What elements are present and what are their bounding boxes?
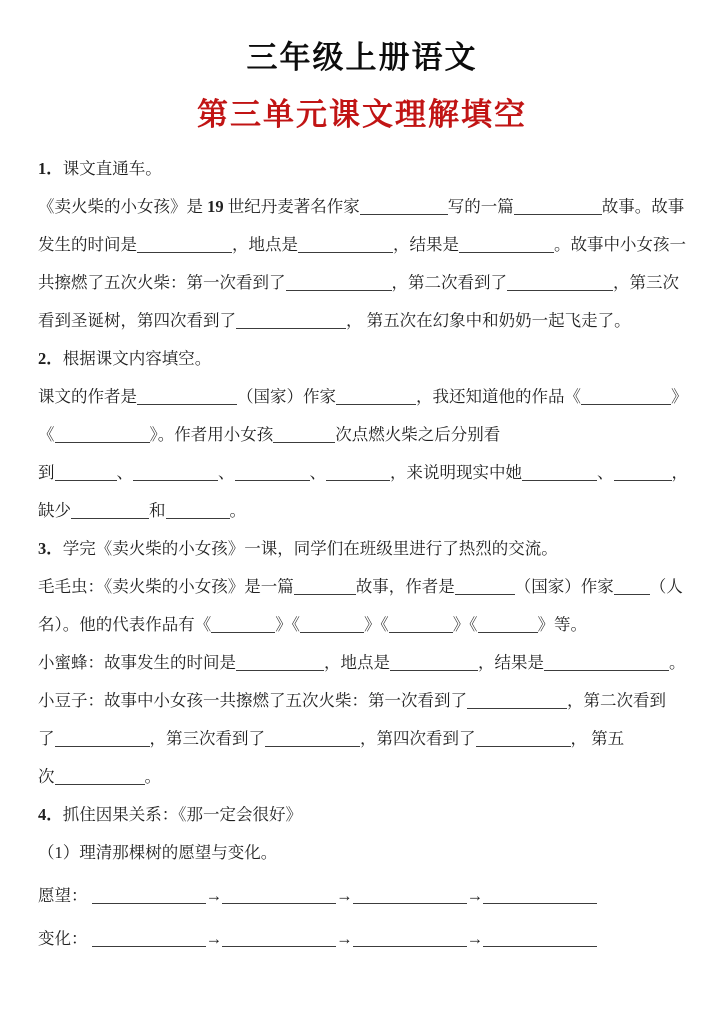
document-body (38, 150, 686, 958)
text-run: ，第二次看到了 (391, 273, 507, 292)
blank-field (92, 889, 206, 904)
blank-field (336, 390, 416, 405)
blank-field (137, 238, 232, 253)
text-run: 了 (38, 729, 55, 748)
text-run: 、 (116, 463, 133, 482)
text-run: 》。作者用小女孩 (149, 425, 274, 444)
blank-field (137, 390, 237, 405)
text-run: 、 (597, 463, 614, 482)
text-run: ，第三次 (613, 273, 679, 292)
question-4-heading (38, 796, 686, 834)
text-run: 《 (38, 425, 55, 444)
blank-field (222, 932, 336, 947)
text-run: ， 第五 (570, 729, 625, 748)
blank-field (222, 889, 336, 904)
text-run: ，地点是 (324, 653, 390, 672)
text-run: ，第二次看到 (567, 691, 666, 710)
text-run: 。 (669, 653, 686, 672)
text-run: 愿望： (38, 886, 92, 905)
question-2-text (38, 378, 686, 530)
text-run: 。 (144, 767, 161, 786)
blank-field (483, 932, 597, 947)
text-run: → (336, 929, 353, 948)
blank-field (483, 889, 597, 904)
text-run: 。 (229, 501, 246, 520)
wish-row (38, 877, 686, 915)
text-run: 课文的作者是 (38, 387, 137, 406)
blank-field (353, 889, 467, 904)
text-run: ，结果是 (478, 653, 544, 672)
blank-field (55, 770, 145, 785)
text-run: （人 (649, 577, 683, 596)
text-run: （1）理清那棵树的愿望与变化。 (38, 843, 278, 862)
text-run: 小蜜蜂：故事发生的时间是 (38, 653, 236, 672)
blank-field (273, 428, 335, 443)
text-run: 、 (309, 463, 326, 482)
text-run: 1． (38, 159, 63, 178)
text-run: ，结果是 (393, 235, 459, 254)
text-run: 世纪丹麦著名作家 (223, 197, 360, 216)
text-run: 4． (38, 805, 63, 824)
blank-field (326, 466, 390, 481)
blank-field (235, 466, 310, 481)
question-2-heading (38, 340, 686, 378)
text-run: ， (671, 463, 688, 482)
text-run: ，我还知道他的作品《 (416, 387, 581, 406)
text-run: ，第三次看到了 (149, 729, 265, 748)
text-run: → (205, 929, 223, 948)
text-run: 共擦燃了五次火柴：第一次看到了 (38, 273, 286, 292)
text-run: 19 (207, 197, 224, 216)
text-run: 名）。他的代表作品有《 (38, 615, 212, 634)
blank-field (55, 466, 117, 481)
blank-field (236, 314, 346, 329)
blank-field (55, 428, 150, 443)
text-run: 缺少 (38, 501, 71, 520)
blank-field (286, 276, 392, 291)
blank-field (514, 200, 602, 215)
blank-field (298, 238, 393, 253)
text-run: ，地点是 (232, 235, 298, 254)
blank-field (614, 580, 650, 595)
blank-field (300, 618, 364, 633)
text-run: 、 (218, 463, 235, 482)
text-run: 2． (38, 349, 63, 368)
text-run: 》《 (364, 615, 389, 634)
text-run: 变化： (38, 929, 92, 948)
blank-field (614, 466, 672, 481)
text-run: ，来说明现实中她 (390, 463, 522, 482)
text-run: 发生的时间是 (38, 235, 137, 254)
text-run: 》等。 (537, 615, 587, 634)
blank-field (390, 656, 478, 671)
blank-field (133, 466, 218, 481)
text-run: 》《 (275, 615, 300, 634)
text-run: 小豆子：故事中小女孩一共擦燃了五次火柴：第一次看到了 (38, 691, 467, 710)
blank-field (478, 618, 538, 633)
text-run: 抓住因果关系：《那一定会很好》 (62, 805, 302, 824)
blank-field (353, 932, 467, 947)
page-title: 三年级上册语文 (246, 40, 478, 75)
text-run: → (336, 886, 353, 905)
text-run: 到 (38, 463, 55, 482)
question-1-text (38, 188, 686, 340)
text-run: 故事，作者是 (355, 577, 455, 596)
text-run: 写的一篇 (447, 197, 514, 216)
blank-field (360, 200, 448, 215)
text-run: （国家）作家 (237, 387, 336, 406)
text-run: 学完《卖火柴的小女孩》一课，同学们在班级里进行了热烈的交流。 (62, 539, 558, 558)
blank-field (236, 656, 324, 671)
blank-field (476, 732, 571, 747)
blank-field (507, 276, 613, 291)
text-run: 和 (149, 501, 166, 520)
blank-field (71, 504, 149, 519)
blank-field (522, 466, 597, 481)
blank-field (211, 618, 275, 633)
dialog-maomaochong (38, 568, 686, 644)
blank-field (265, 732, 360, 747)
worksheet-header (0, 0, 724, 130)
text-run: 次 (38, 767, 55, 786)
text-run: 》 (671, 387, 688, 406)
text-run: 课文直通车。 (62, 159, 162, 178)
text-run: 3． (38, 539, 63, 558)
blank-field (455, 580, 515, 595)
question-1-heading (38, 150, 686, 188)
text-run: ，第四次看到了 (360, 729, 476, 748)
dialog-xiaomifeng (38, 644, 686, 682)
blank-field (55, 732, 150, 747)
text-run: 看到圣诞树，第四次看到了 (38, 311, 236, 330)
page-subtitle: 第三单元课文理解填空 (197, 97, 527, 132)
question-4-sub1 (38, 834, 686, 872)
text-run: → (466, 886, 484, 905)
blank-field (389, 618, 453, 633)
text-run: 故事。故事 (601, 197, 685, 216)
text-run: 》《 (452, 615, 478, 634)
question-3-heading (38, 530, 686, 568)
text-run: 《卖火柴的小女孩》是 (38, 197, 208, 216)
text-run: 根据课文内容填空。 (62, 349, 212, 368)
change-row (38, 920, 686, 958)
blank-field (581, 390, 671, 405)
text-run: → (466, 929, 484, 948)
text-run: 毛毛虫：《卖火柴的小女孩》是一篇 (38, 577, 294, 596)
blank-field (294, 580, 356, 595)
blank-field (92, 932, 206, 947)
text-run: → (205, 886, 223, 905)
dialog-xiaodouzi (38, 682, 686, 796)
text-run: 。故事中小女孩一 (554, 235, 686, 254)
text-run: 次点燃火柴之后分别看 (335, 425, 501, 444)
blank-field (467, 694, 567, 709)
text-run: ， 第五次在幻象中和奶奶一起飞走了。 (346, 311, 631, 330)
blank-field (166, 504, 230, 519)
text-run: （国家）作家 (514, 577, 614, 596)
blank-field (544, 656, 669, 671)
blank-field (459, 238, 554, 253)
